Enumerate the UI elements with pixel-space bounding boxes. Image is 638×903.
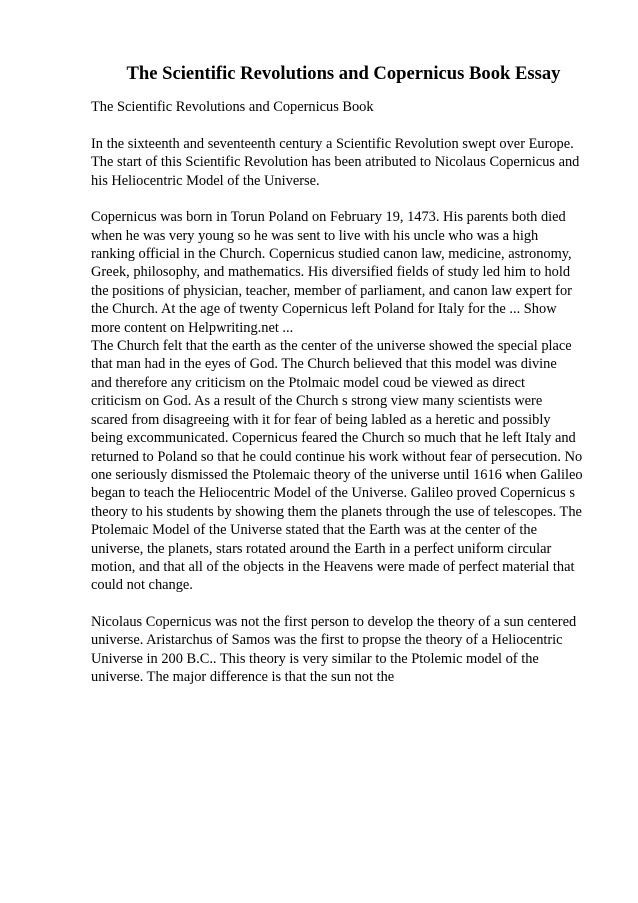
paragraph-line: returned to Poland so that he could continue his work without fear of persecution. No	[91, 448, 583, 465]
paragraph-line: universe. Aristarchus of Samos was the first to propse the theory of a Heliocentric	[91, 632, 563, 649]
paragraph-line: ranking official in the Church. Copernicus studied canon law, medicine, astronomy,	[91, 246, 572, 263]
paragraph-line: being excommunicated. Copernicus feared the Church so much that he left Italy and	[91, 430, 576, 447]
paragraph-line: universe, the planets, stars rotated around the Earth in a perfect uniform circular	[91, 540, 552, 557]
paragraph-line: one seriously dismissed the Ptolemaic theory of the universe until 1616 when Galileo	[91, 466, 583, 483]
paragraph-line: the Church. At the age of twenty Copernicus left Poland for Italy for the ... Show	[91, 301, 557, 318]
paragraph-line: his Heliocentric Model of the Universe.	[91, 172, 320, 189]
document-title: The Scientific Revolutions and Copernicus Book Essay	[126, 63, 561, 84]
paragraph-line: theory to his students by showing them the planets through the use of telescopes. The	[91, 503, 582, 520]
paragraph-line: criticism on God. As a result of the Church s strong view many scientists were	[91, 393, 543, 410]
paragraph-line: Nicolaus Copernicus was not the first person to develop the theory of a sun centered	[91, 613, 577, 630]
document-subtitle: The Scientific Revolutions and Copernicus Book	[91, 99, 374, 115]
paragraph-line: The Church felt that the earth as the center of the universe showed the special place	[91, 338, 572, 355]
paragraph-4	[91, 613, 596, 687]
paragraph-line: the positions of physician, teacher, member of parliament, and canon law expert for	[91, 282, 572, 299]
paragraph-line: that man had in the eyes of God. The Church believed that this model was divine	[91, 356, 557, 373]
paragraph-2	[91, 208, 596, 337]
paragraph-line: began to teach the Heliocentric Model of the Universe. Galileo proved Copernicus s	[91, 485, 575, 502]
paragraph-line: and therefore any criticism on the Ptolmaic model coud be viewed as direct	[91, 374, 525, 391]
paragraph-3	[91, 337, 596, 595]
paragraph-line: when he was very young so he was sent to live with his uncle who was a high	[91, 227, 539, 244]
paragraph-line: The start of this Scientific Revolution has been atributed to Nicolaus Copernicus and	[91, 154, 580, 171]
paragraph-line: Greek, philosophy, and mathematics. His diversified fields of study led him to hold	[91, 264, 571, 281]
paragraph-line: scared from disagreeing with it for fear of being labled as a heretic and possibly	[91, 411, 551, 428]
paragraph-line: Ptolemaic Model of the Universe stated that the Earth was at the center of the	[91, 522, 537, 539]
paragraph-line: Copernicus was born in Torun Poland on February 19, 1473. His parents both died	[91, 209, 566, 226]
paragraph-line: Universe in 200 B.C.. This theory is very similar to the Ptolemic model of the	[91, 650, 539, 667]
paragraph-line: more content on Helpwriting.net ...	[91, 319, 294, 336]
paragraph-line: could not change.	[91, 577, 193, 594]
paragraph-1	[91, 135, 596, 190]
paragraph-line: In the sixteenth and seventeenth century a Scientific Revolution swept over Europe.	[91, 136, 574, 152]
paragraph-line: motion, and that all of the objects in the Heavens were made of perfect material that	[91, 558, 575, 575]
paragraph-line: universe. The major difference is that the sun not the	[91, 668, 395, 685]
